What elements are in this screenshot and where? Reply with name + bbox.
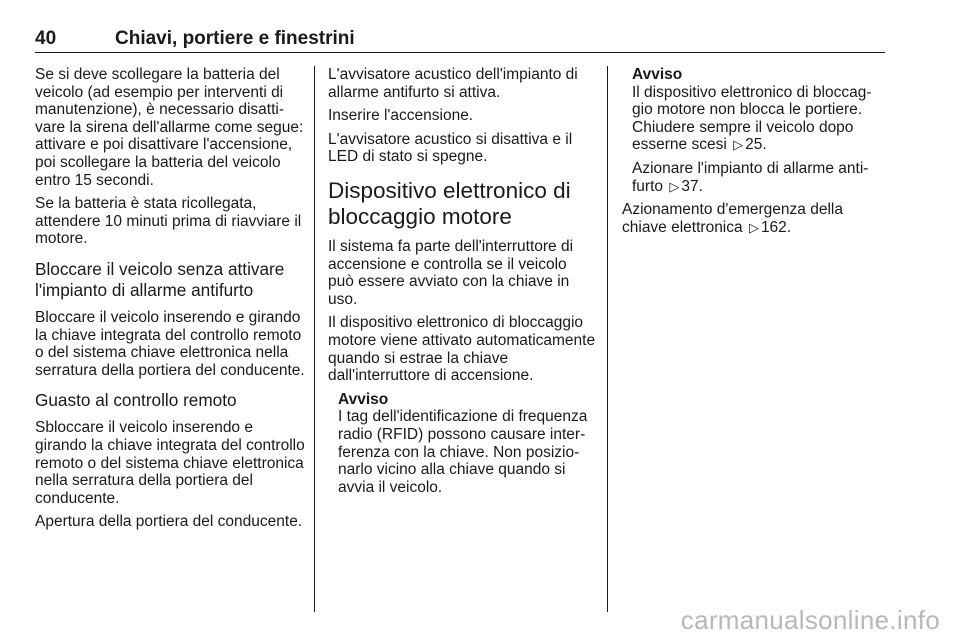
notice-text-body: Il dispositivo elettronico di bloccaggio motore non blocca le portiere. Chiudere sempre il veicolo dopo esserne scesi [632, 83, 872, 154]
notice-box [622, 66, 884, 195]
column-left [35, 66, 305, 537]
page-reference[interactable]: 25. [745, 136, 767, 154]
watermark: carmanualsonline.info [680, 605, 940, 635]
notice-text: I tag dell'identificazione di frequenza radio (RFID) possono causare interferenza con la chiave. Non posizionarlo vicino alla chiave quando si avvia il veicolo. [338, 408, 588, 496]
page-reference[interactable]: 162. [760, 218, 792, 236]
page-header [35, 28, 885, 53]
column-right [622, 66, 884, 242]
paragraph: L'avvisatore acustico dell'impianto di allarme antifurto si attiva. [328, 66, 578, 101]
paragraph: L'avvisatore acustico si disattiva e il LED di stato si spegne. [328, 130, 573, 166]
paragraph: Sbloccare il veicolo inserendo e girando la chiave integrata del controllo remoto o del sistema chiave elettronica nella serratura della portiera del conducente. [35, 419, 305, 507]
column-middle [328, 66, 596, 502]
paragraph: Inserire l'accensione. [328, 107, 474, 125]
page-reference-icon: ▷ [669, 178, 680, 194]
notice-title: Avviso [632, 66, 683, 83]
paragraph [622, 201, 884, 236]
paragraph: Il dispositivo elettronico di bloccaggio motore viene attivato automaticamente quando si estrae la chiave dall'interruttore di accensione. [328, 314, 596, 385]
page-number: 40 [35, 28, 57, 49]
column-divider [314, 66, 315, 612]
notice-text [632, 84, 884, 154]
notice-title: Avviso [338, 390, 389, 408]
notice-box [328, 391, 596, 497]
page-reference[interactable]: 37. [681, 177, 703, 195]
page-reference-icon: ▷ [748, 219, 759, 235]
page-reference-icon: ▷ [733, 137, 744, 153]
section-heading: Guasto al controllo remoto [35, 390, 237, 411]
paragraph-text: Azionamento d'emergenza della chiave elettronica [622, 201, 843, 236]
section-heading: Bloccare il veicolo senza attivare l'impianto di allarme antifurto [35, 258, 285, 300]
chapter-heading: Dispositivo elettronico di bloccaggio motore [328, 177, 571, 229]
paragraph: Apertura della portiera del conducente. [35, 513, 303, 531]
page-title: Chiavi, portiere e finestrini [115, 28, 355, 49]
column-divider [607, 66, 608, 612]
paragraph: Se la batteria è stata ricollegata, attendere 10 minuti prima di riavviare il motore. [35, 195, 302, 248]
notice-text-body: Azionare l'impianto di allarme antifurto [632, 159, 869, 195]
notice-text [632, 160, 884, 195]
paragraph: Se si deve scollegare la batteria del veicolo (ad esempio per interventi di manutenzione), è necessario disattivare la sirena dell'allarme come segue: attivare e poi disattivare l'accensione, poi scollegare la batteria del veicolo entro 15 secondi. [35, 66, 304, 189]
paragraph: Il sistema fa parte dell'interruttore di accensione e controlla se il veicolo può essere avviato con la chiave in uso. [328, 237, 574, 308]
paragraph: Bloccare il veicolo inserendo e girando la chiave integrata del controllo remoto o del sistema chiave elettronica nella serratura della portiera del conducente. [35, 308, 305, 379]
